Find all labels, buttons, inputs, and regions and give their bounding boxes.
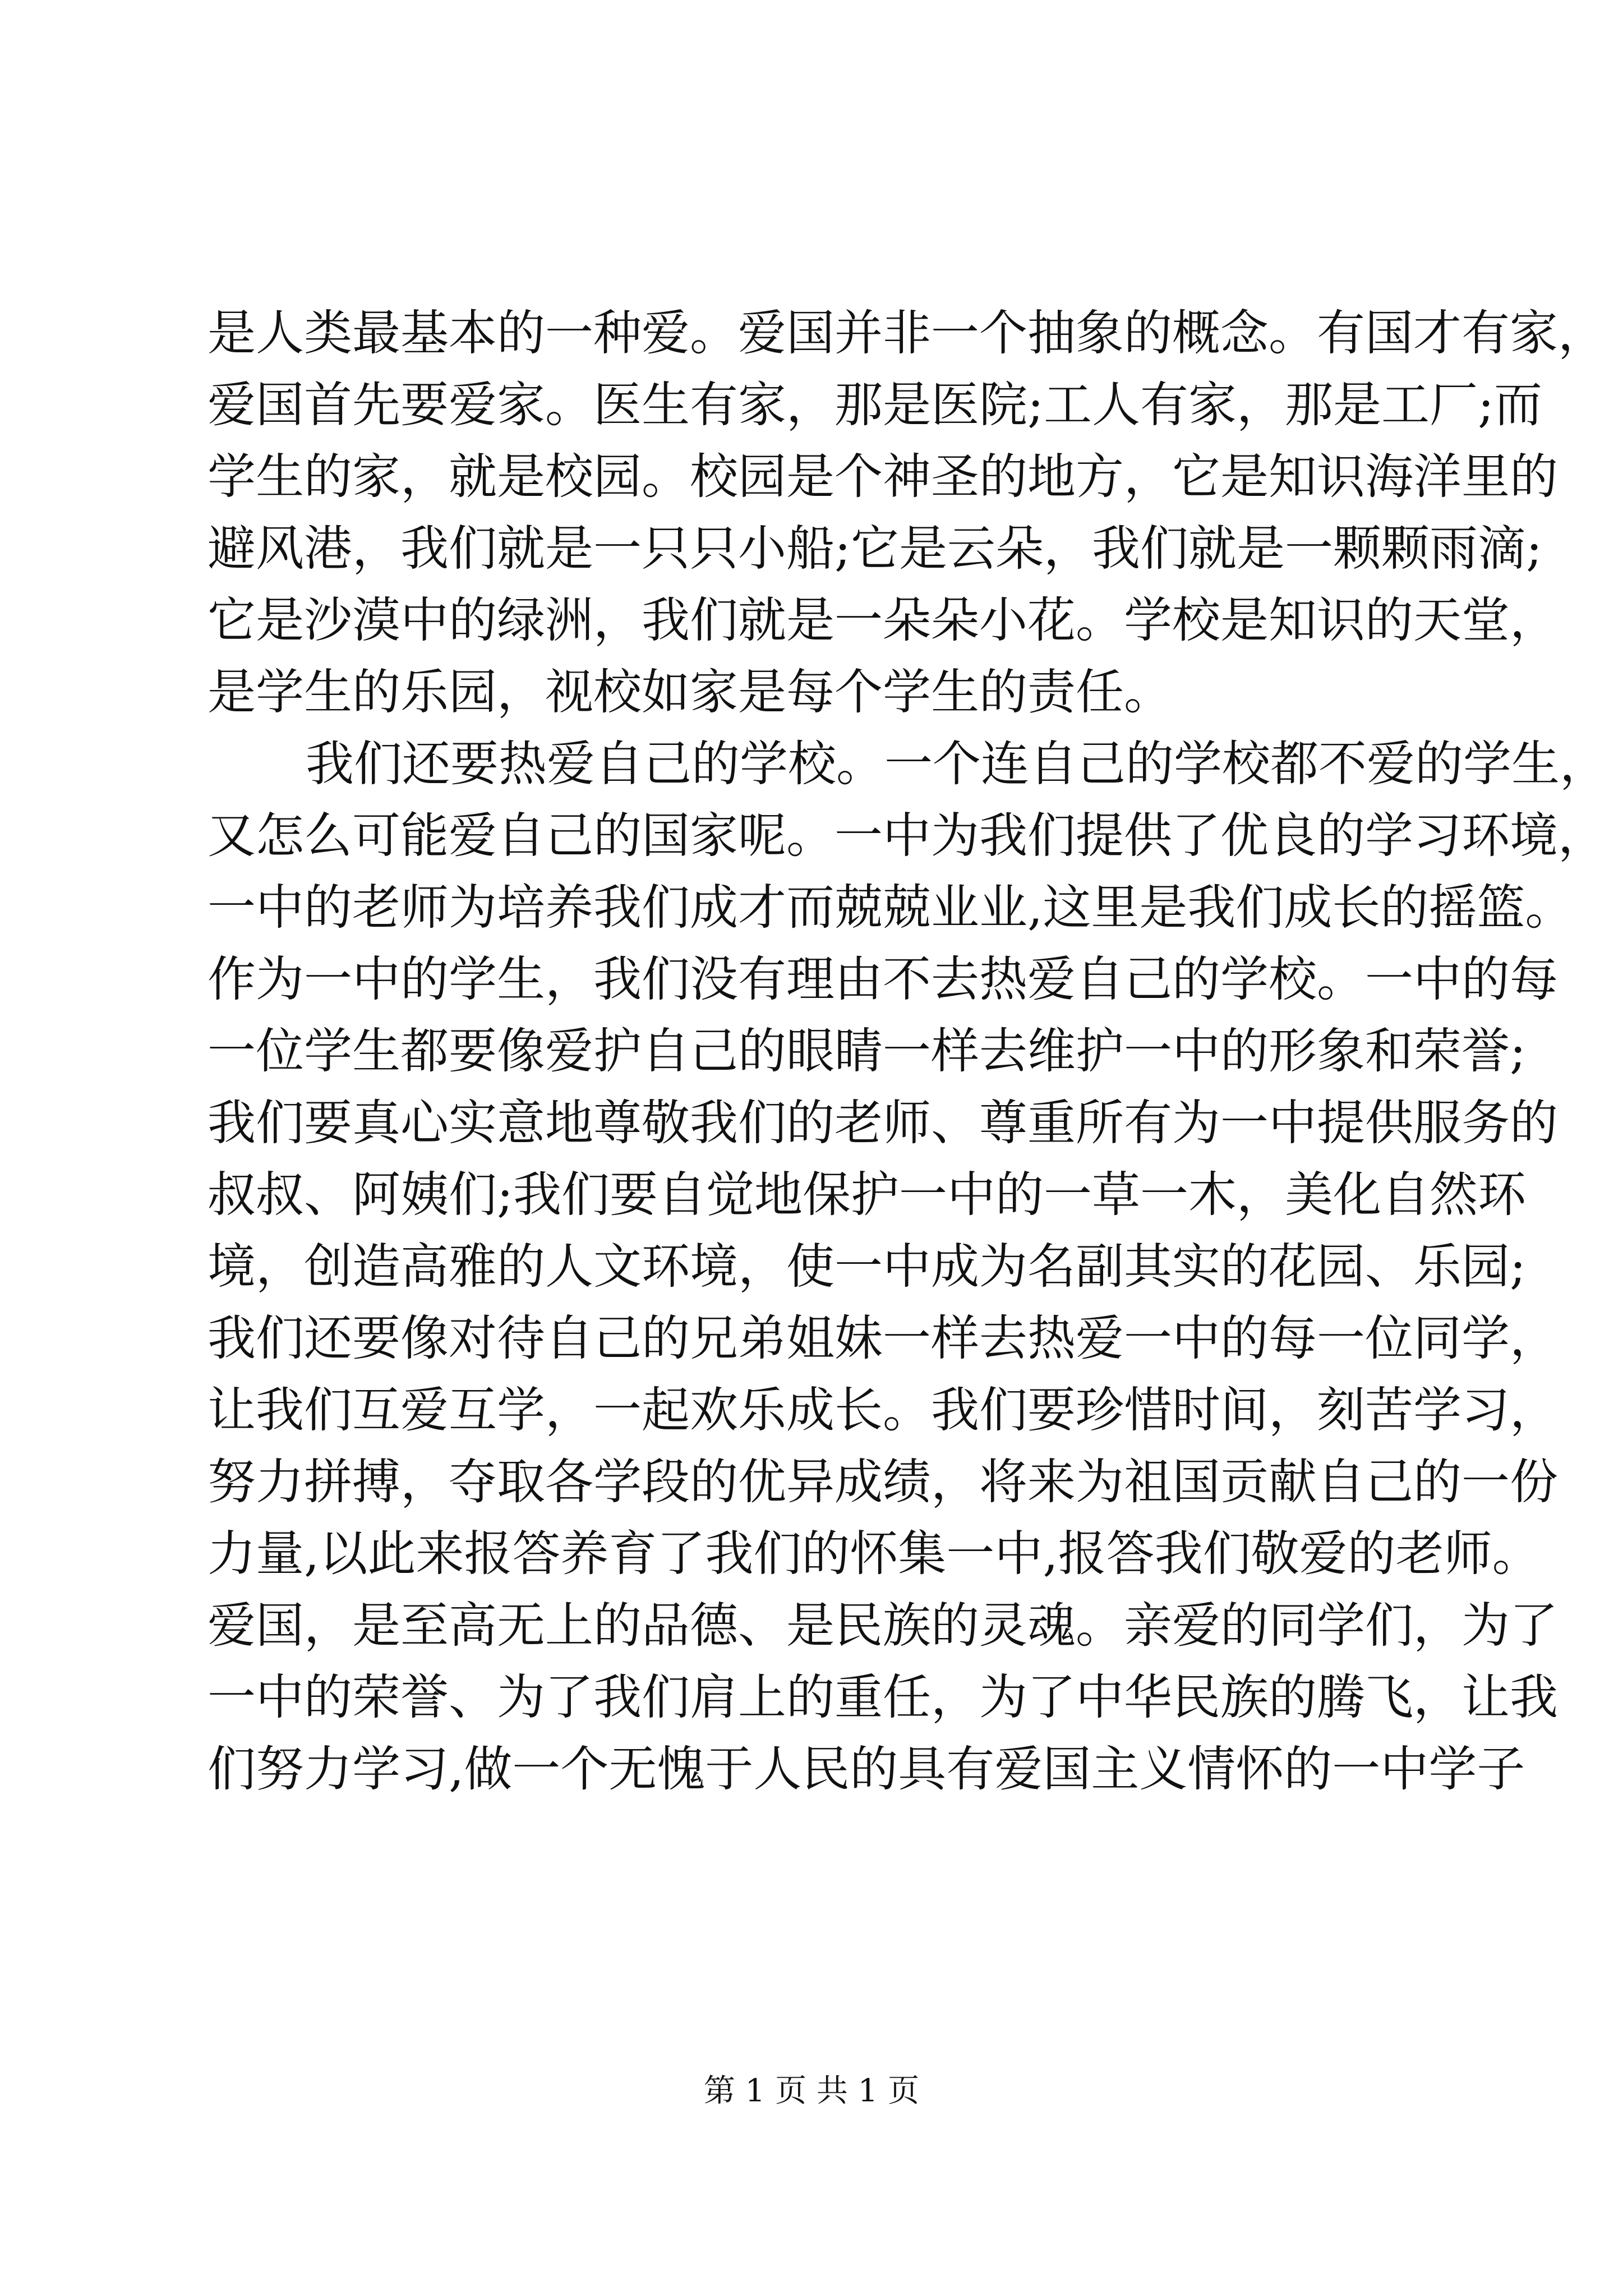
text-line: 作为一中的学生，我们没有理由不去热爱自己的学校。一中的每 (208, 951, 1558, 1007)
text-line: 们努力学习,做一个无愧于人民的具有爱国主义情怀的一中学子 (208, 1741, 1525, 1797)
text-line: 是人类最基本的一种爱。爱国并非一个抽象的概念。有国才有家， (208, 305, 1606, 361)
paragraph-first-line: 我们还要热爱自己的学校。一个连自己的学校都不爱的学生， (306, 736, 1608, 792)
text-line: 境，创造高雅的人文环境，使一中成为名副其实的花园、乐园; (208, 1239, 1526, 1295)
text-line: 又怎么可能爱自己的国家呢。一中为我们提供了优良的学习环境， (208, 808, 1606, 864)
text-line: 一位学生都要像爱护自己的眼睛一样去维护一中的形象和荣誉; (208, 1023, 1526, 1079)
body-text (208, 297, 1608, 1805)
text-line: 一中的老师为培养我们成才而兢兢业业,这里是我们成长的摇篮。 (208, 880, 1574, 936)
page-number-label: 第 1 页 共 1 页 (703, 2073, 920, 2109)
text-line: 爱国，是至高无上的品德、是民族的灵魂。亲爱的同学们，为了 (208, 1598, 1558, 1654)
text-line: 它是沙漠中的绿洲，我们就是一朵朵小花。学校是知识的天堂， (208, 592, 1558, 648)
text-line: 爱国首先要爱家。医生有家，那是医院;工人有家，那是工厂;而 (208, 377, 1542, 433)
text-line: 避风港，我们就是一只只小船;它是云朵，我们就是一颗颗雨滴; (208, 521, 1542, 577)
text-line: 我们还要像对待自己的兄弟姐妹一样去热爱一中的每一位同学， (208, 1310, 1558, 1366)
text-line: 是学生的乐园，视校如家是每个学生的责任。 (208, 664, 1172, 720)
page-footer (0, 2069, 1623, 2114)
text-line: 叔叔、阿姨们;我们要自觉地保护一中的一草一木，美化自然环 (208, 1167, 1526, 1223)
text-line: 让我们互爱互学，一起欢乐成长。我们要珍惜时间，刻苦学习， (208, 1382, 1558, 1438)
text-line: 我们要真心实意地尊敬我们的老师、尊重所有为一中提供服务的 (208, 1095, 1558, 1151)
text-line: 力量,以此来报答养育了我们的怀集一中,报答我们敬爱的老师。 (208, 1526, 1541, 1582)
text-line: 一中的荣誉、为了我们肩上的重任，为了中华民族的腾飞，让我 (208, 1669, 1558, 1726)
text-line: 努力拼搏，夺取各学段的优异成绩，将来为祖国贡献自己的一份 (208, 1454, 1558, 1510)
text-line: 学生的家，就是校园。校园是个神圣的地方，它是知识海洋里的 (208, 449, 1558, 505)
